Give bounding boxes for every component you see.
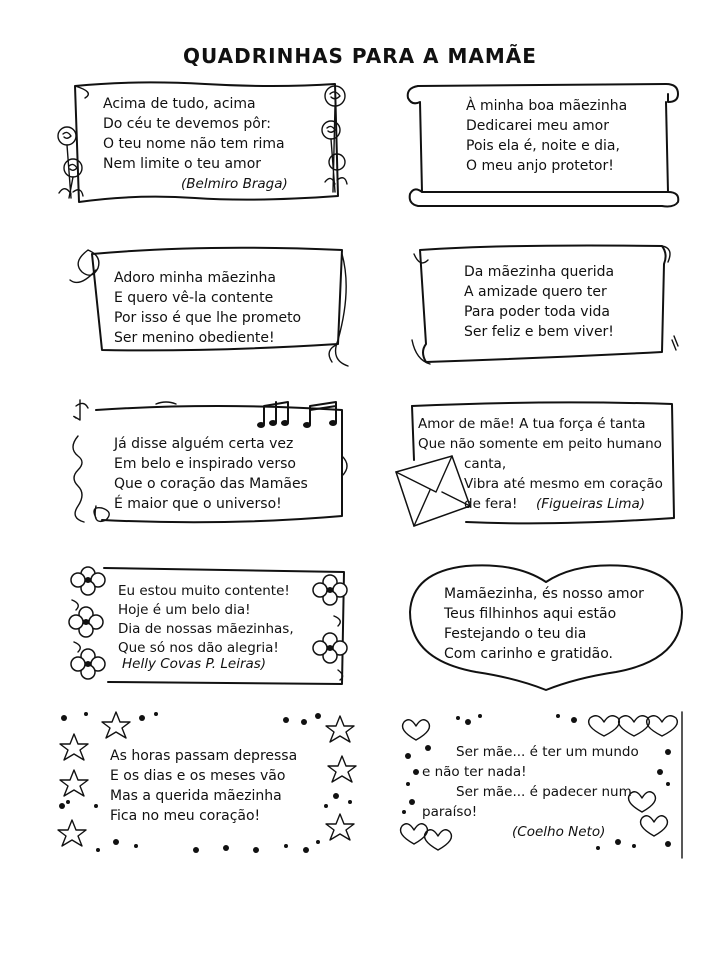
page-title: QUADRINHAS PARA A MAMÃE xyxy=(183,44,537,68)
poem-text xyxy=(444,584,644,664)
poem-card-2 xyxy=(404,80,684,212)
poem-line: Hoje é um belo dia! xyxy=(118,602,251,618)
poem-line: Que o coração das Mamães xyxy=(114,476,308,492)
poem-line: Mamãezinha, és nosso amor xyxy=(444,586,644,602)
poem-card-1 xyxy=(55,78,350,210)
poem-line: e não ter nada! xyxy=(422,764,527,780)
poem-line: canta, xyxy=(464,456,507,472)
poem-card-9 xyxy=(56,710,358,856)
poem-line: Amor de mãe! A tua força é tanta xyxy=(418,416,646,432)
poem-text xyxy=(103,94,285,174)
poem-line: Ser mãe... é ter um mundo xyxy=(456,744,639,760)
poem-line: Dedicarei meu amor xyxy=(466,118,609,134)
poem-line: Adoro minha mãezinha xyxy=(114,270,276,286)
poem-line: paraíso! xyxy=(422,804,478,820)
poem-text xyxy=(114,268,301,348)
poem-line: Da mãezinha querida xyxy=(464,264,615,280)
poem-text xyxy=(118,582,294,658)
poem-line: Ser feliz e bem viver! xyxy=(464,324,614,340)
poem-line: Fica no meu coração! xyxy=(110,808,261,824)
poem-line: de fera! xyxy=(464,496,518,512)
poem-line: Eu estou muito contente! xyxy=(118,583,290,599)
poem-card-10 xyxy=(398,712,686,858)
poem-line: Vibra até mesmo em coração xyxy=(464,476,663,492)
poem-line: Em belo e inspirado verso xyxy=(114,456,296,472)
poem-line: Ser mãe... é padecer num xyxy=(456,784,632,800)
poem-line: Festejando o teu dia xyxy=(444,626,587,642)
poem-author: Helly Covas P. Leiras) xyxy=(122,656,267,672)
poem-card-7 xyxy=(68,560,352,690)
poem-text xyxy=(466,96,627,176)
poem-line: As horas passam depressa xyxy=(110,748,298,764)
poem-line: Mas a querida mãezinha xyxy=(110,788,282,804)
poem-line: O meu anjo protetor! xyxy=(466,158,614,174)
poem-author: (Belmiro Braga) xyxy=(181,176,288,192)
poem-line: Para poder toda vida xyxy=(464,304,610,320)
poem-line: Que não somente em peito humano xyxy=(418,436,662,452)
poem-author: (Coelho Neto) xyxy=(512,824,606,840)
poem-line: Ser menino obediente! xyxy=(114,330,275,346)
poem-card-8 xyxy=(406,560,686,694)
poem-card-6 xyxy=(406,400,682,530)
poem-line: Dia de nossas mãezinhas, xyxy=(118,621,294,637)
poem-line: Que só nos dão alegria! xyxy=(118,640,279,656)
poem-line: E os dias e os meses vão xyxy=(110,768,286,784)
poem-line: Já disse alguém certa vez xyxy=(114,436,294,452)
poem-line: Pois ela é, noite e dia, xyxy=(466,138,620,154)
poem-line: É maior que o universo! xyxy=(114,496,282,512)
rose-icon xyxy=(53,118,93,248)
poem-line: Nem limite o teu amor xyxy=(103,156,262,172)
poem-author: (Figueiras Lima) xyxy=(536,496,646,512)
poem-text xyxy=(114,434,308,514)
poem-line: Do céu te devemos pôr: xyxy=(103,116,272,132)
poem-card-5 xyxy=(66,396,354,532)
poem-line: E quero vê-la contente xyxy=(114,290,274,306)
poem-line: À minha boa mãezinha xyxy=(466,98,628,114)
music-note-icon xyxy=(257,402,337,428)
poem-text xyxy=(110,746,297,826)
poem-line: Por isso é que lhe prometo xyxy=(114,310,302,326)
poem-line: A amizade quero ter xyxy=(464,284,607,300)
poem-line: Acima de tudo, acima xyxy=(103,96,256,112)
poem-text xyxy=(422,742,639,822)
rose-icon xyxy=(317,82,357,212)
poem-line: Teus filhinhos aqui estão xyxy=(444,606,617,622)
poem-text xyxy=(464,262,614,342)
poem-card-4 xyxy=(406,240,682,370)
poem-line: O teu nome não tem rima xyxy=(103,136,285,152)
poem-card-3 xyxy=(62,240,352,372)
poem-line: Com carinho e gratidão. xyxy=(444,646,614,662)
